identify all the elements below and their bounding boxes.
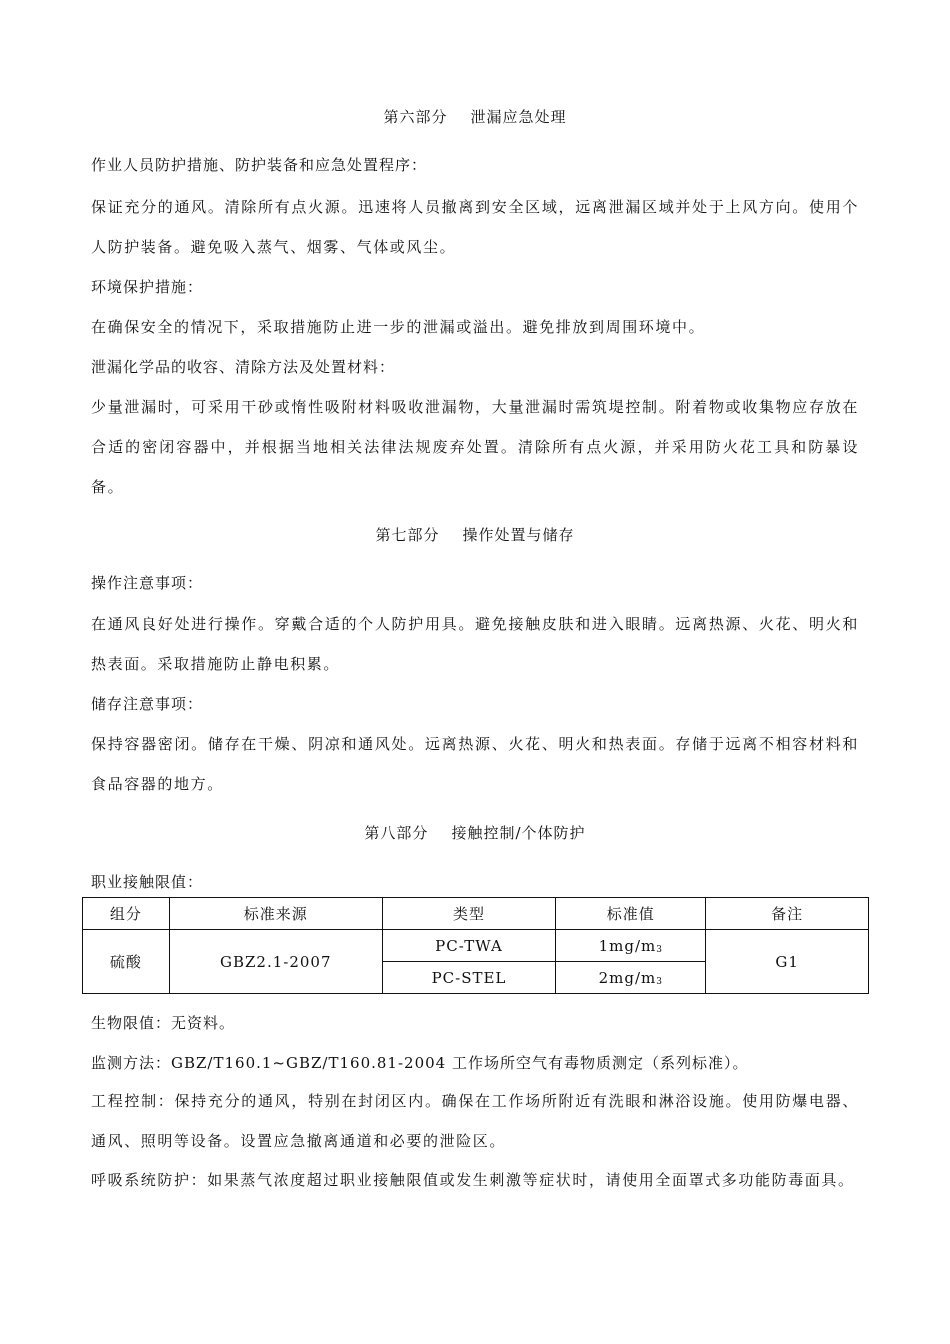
value-text: 2mg/m	[598, 968, 657, 987]
section7-storage-label: 储存注意事项：	[91, 695, 204, 713]
section8-engineering: 工程控制：保持充分的通风，特别在封闭区内。确保在工作场所附近有洗眼和淋浴设施。使用防爆电器、通风、照明等设备。设置应急撤离通道和必要的泄险区。	[91, 1092, 859, 1150]
section7-storage-text: 保持容器密闭。储存在干燥、阴凉和通风处。远离热源、火花、明火和热表面。存储于远离不相容材料和食品容器的地方。	[91, 735, 859, 793]
value-text: 1mg/m	[598, 936, 657, 955]
unit-superscript: 3	[656, 944, 663, 955]
exposure-limits-table	[82, 897, 869, 994]
section8-title: 第八部分 接触控制/个体防护	[364, 824, 586, 842]
section8-bio-limit: 生物限值：无资料。	[91, 1014, 236, 1032]
cell-component: 硫酸	[83, 930, 170, 994]
section6-protection-label: 作业人员防护措施、防护装备和应急处置程序：	[91, 156, 428, 174]
section8-respiratory: 呼吸系统防护：如果蒸气浓度超过职业接触限值或发生刺激等症状时，请使用全面罩式多功能防毒面具。	[91, 1171, 855, 1189]
table-header-row	[83, 898, 869, 930]
cell-type: PC-STEL	[382, 962, 556, 994]
cell-value	[556, 962, 706, 994]
section7-title: 第七部分 操作处置与储存	[375, 526, 575, 544]
section6-title: 第六部分 泄漏应急处理	[383, 108, 567, 126]
table-row	[83, 930, 869, 962]
section6-environment-label: 环境保护措施：	[91, 278, 204, 296]
cell-source: GBZ2.1-2007	[169, 930, 382, 994]
section6-environment-text: 在确保安全的情况下，采取措施防止进一步的泄漏或溢出。避免排放到周围环境中。	[91, 318, 706, 336]
header-value: 标准值	[556, 898, 706, 930]
unit-superscript: 3	[656, 976, 663, 987]
section6-cleanup-text: 少量泄漏时，可采用干砂或惰性吸附材料吸收泄漏物，大量泄漏时需筑堤控制。附着物或收集物应存放在合适的密闭容器中，并根据当地相关法律法规废弃处置。清除所有点火源，并采用防火花工具和防暴设备。	[91, 398, 859, 496]
cell-type: PC-TWA	[382, 930, 556, 962]
section8-monitoring: 监测方法：GBZ/T160.1~GBZ/T160.81-2004 工作场所空气有毒物质测定（系列标准）。	[91, 1054, 749, 1072]
section6-protection-text: 保证充分的通风。清除所有点火源。迅速将人员撤离到安全区域，远离泄漏区域并处于上风方向。使用个人防护装备。避免吸入蒸气、烟雾、气体或风尘。	[91, 198, 859, 256]
header-type: 类型	[382, 898, 556, 930]
section7-handling-text: 在通风良好处进行操作。穿戴合适的个人防护用具。避免接触皮肤和进入眼睛。远离热源、火花、明火和热表面。采取措施防止静电积累。	[91, 615, 859, 673]
header-note: 备注	[706, 898, 869, 930]
section8-oel-label: 职业接触限值：	[91, 873, 204, 891]
header-component: 组分	[83, 898, 170, 930]
section6-cleanup-label: 泄漏化学品的收容、清除方法及处置材料：	[91, 358, 396, 376]
cell-value	[556, 930, 706, 962]
cell-note: G1	[706, 930, 869, 994]
header-source: 标准来源	[169, 898, 382, 930]
section7-handling-label: 操作注意事项：	[91, 574, 204, 592]
